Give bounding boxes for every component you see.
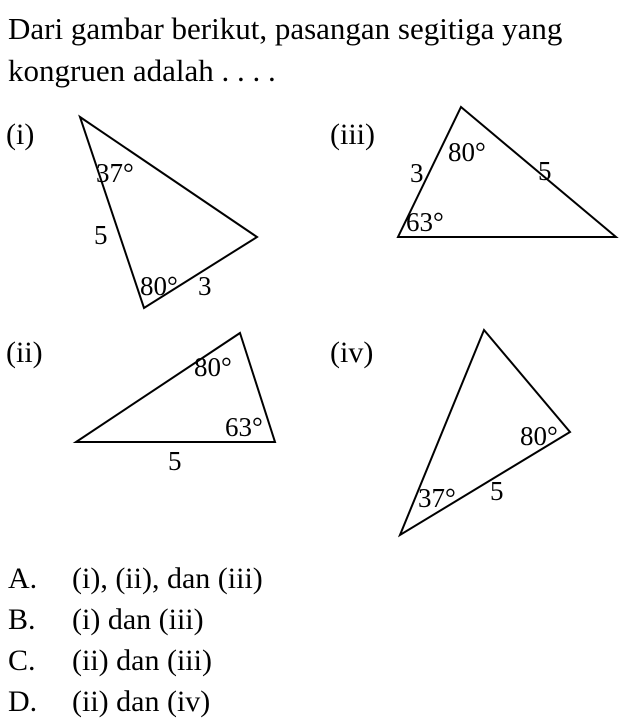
triangle-i-side-left: 5 <box>94 220 108 250</box>
option-b[interactable] <box>8 599 263 640</box>
option-b-letter: B. <box>8 603 36 636</box>
option-c-letter: C. <box>8 644 36 677</box>
option-b-text: (i) dan (iii) <box>72 603 204 636</box>
option-d[interactable] <box>8 681 263 722</box>
triangle-iii-angle-bottom-left: 63° <box>406 207 444 237</box>
answer-options <box>8 558 263 722</box>
triangle-i-label: (i) <box>6 118 35 151</box>
triangle-iv-angle-right: 80° <box>520 421 558 451</box>
triangle-i <box>6 117 257 308</box>
triangle-ii-angle-right: 63° <box>225 412 263 442</box>
triangle-iv-side-bottom: 5 <box>490 476 504 506</box>
question-line-2: kongruen adalah . . . . <box>8 53 276 88</box>
option-a-letter: A. <box>8 562 38 595</box>
triangle-iii-side-left: 3 <box>410 158 424 188</box>
option-c-text: (ii) dan (iii) <box>72 644 212 677</box>
triangle-iii-side-right: 5 <box>538 156 552 186</box>
triangle-iv-label: (iv) <box>330 336 374 369</box>
option-a[interactable] <box>8 558 263 599</box>
triangle-i-angle-bottom: 80° <box>140 271 178 301</box>
triangle-ii-angle-top: 80° <box>194 352 232 382</box>
triangle-iii-label: (iii) <box>330 118 375 151</box>
triangle-iii-angle-top: 80° <box>448 137 486 167</box>
option-c[interactable] <box>8 640 263 681</box>
option-d-text: (ii) dan (iv) <box>72 685 211 718</box>
triangle-i-angle-top: 37° <box>96 158 134 188</box>
question-line-1: Dari gambar berikut, pasangan segitiga yang <box>8 11 563 46</box>
triangle-iv <box>330 330 570 535</box>
triangle-ii-label: (ii) <box>6 336 43 369</box>
triangle-i-side-bottom: 3 <box>198 271 212 301</box>
option-d-letter: D. <box>8 685 38 718</box>
triangle-ii-side-bottom: 5 <box>168 446 182 476</box>
triangle-iv-angle-bottom: 37° <box>418 483 456 513</box>
triangle-iii <box>330 107 616 237</box>
option-a-text: (i), (ii), dan (iii) <box>72 562 263 595</box>
triangle-ii <box>6 333 275 476</box>
